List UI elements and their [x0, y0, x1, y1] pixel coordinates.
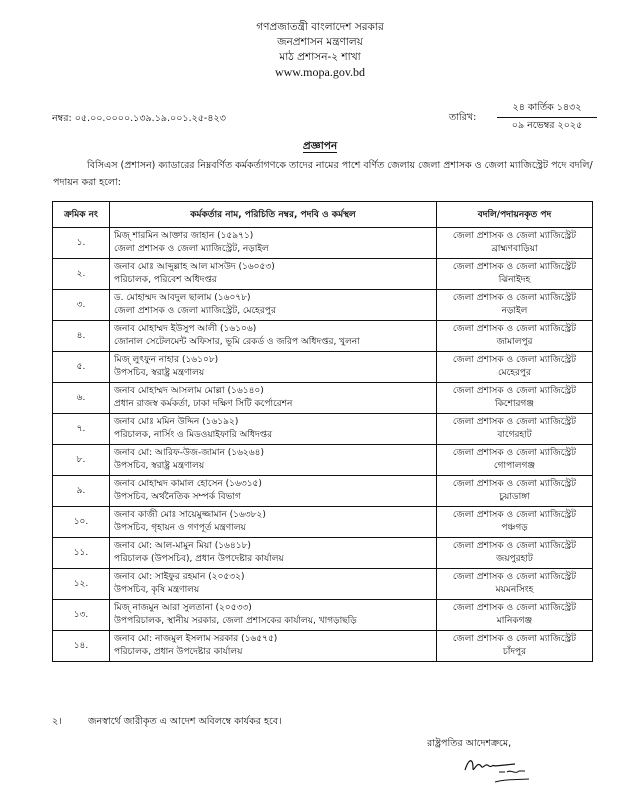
table-header-row — [53, 202, 593, 228]
posting-title: জেলা প্রশাসক ও জেলা ম্যাজিস্ট্রেট — [452, 634, 577, 644]
officer-name: জনাব মোহাম্মদ আসলাম মোল্লা (১৬১৪০) — [114, 386, 264, 396]
officer-name: মিজ্ লুৎফুন নাহার (১৬১০৮) — [114, 355, 219, 365]
transfer-table — [52, 201, 593, 662]
posting-title: জেলা প্রশাসক ও জেলা ম্যাজিস্ট্রেট — [452, 541, 577, 551]
table-row — [53, 569, 593, 600]
officer-name: জনাব মো: আল-মামুন মিয়া (১৬৪১৮) — [114, 541, 251, 551]
posting-title: জেলা প্রশাসক ও জেলা ম্যাজিস্ট্রেট — [452, 448, 577, 458]
posting-cell — [437, 600, 593, 631]
posting-title: জেলা প্রশাসক ও জেলা ম্যাজিস্ট্রেট — [452, 293, 577, 303]
table-row — [53, 507, 593, 538]
posting-cell — [437, 259, 593, 290]
posting-district: ব্রাহ্মণবাড়িয়া — [491, 244, 538, 254]
posting-district: ঝিনাইদহ — [498, 275, 531, 285]
website-link[interactable]: www.mopa.gov.bd — [274, 65, 366, 79]
govt-name: গণপ্রজাতন্ত্রী বাংলাদেশ সরকার — [256, 21, 384, 33]
table-row — [53, 538, 593, 569]
posting-cell — [437, 414, 593, 445]
table-row — [53, 414, 593, 445]
posting-district: কিশোরগঞ্জ — [495, 399, 534, 409]
officer-cell — [110, 228, 437, 259]
header-post: বদলি/পদায়নকৃত পদ — [437, 202, 593, 228]
posting-district: ময়মনসিংহ — [495, 585, 534, 595]
posting-title: জেলা প্রশাসক ও জেলা ম্যাজিস্ট্রেট — [452, 417, 577, 427]
posting-cell — [437, 352, 593, 383]
table-row — [53, 290, 593, 321]
by-order-text: রাষ্ট্রপতির আদেশক্রমে, — [427, 738, 512, 749]
posting-title: জেলা প্রশাসক ও জেলা ম্যাজিস্ট্রেট — [452, 262, 577, 272]
posting-district: চুয়াডাঙ্গা — [499, 492, 530, 502]
table-row — [53, 631, 593, 662]
signature — [455, 752, 545, 785]
officer-designation: উপসচিব, অর্থনৈতিক সম্পর্ক বিভাগ — [114, 492, 241, 502]
header-officer: কর্মকর্তার নাম, পরিচিতি নম্বর, পদবি ও কর্মস্থল — [110, 202, 437, 228]
posting-cell — [437, 538, 593, 569]
table-row — [53, 321, 593, 352]
table-row — [53, 259, 593, 290]
posting-cell — [437, 290, 593, 321]
officer-cell — [110, 538, 437, 569]
officer-cell — [110, 445, 437, 476]
officer-cell — [110, 600, 437, 631]
officer-designation: উপসচিব, স্বরাষ্ট্র মন্ত্রণালয় — [114, 461, 205, 471]
officer-designation: উপপরিচালক, স্থানীয় সরকার, জেলা প্রশাসকের কার্যালয়, খাগড়াছড়ি — [114, 616, 357, 626]
serial-number: ১৪. — [53, 631, 110, 662]
officer-cell — [110, 414, 437, 445]
officer-designation: পরিচালক, প্রধান উপদেষ্টার কার্যালয় — [114, 647, 243, 657]
date-label: তারিখ: — [449, 112, 477, 123]
posting-cell — [437, 383, 593, 414]
officer-name: জনাব মো: আরিফ-উজ-জামান (১৬২৬৪) — [114, 448, 264, 458]
officer-designation: পরিচালক, পরিবেশ অধিদপ্তর — [114, 275, 217, 285]
officer-cell — [110, 383, 437, 414]
officer-name: মিজ্ শারমিন আক্তার জাহান (১৫৯৭১) — [114, 231, 254, 241]
table-row — [53, 383, 593, 414]
posting-district: মেহেরপুর — [497, 368, 531, 378]
letterhead — [0, 20, 640, 80]
table-row — [53, 445, 593, 476]
serial-number: ৫. — [53, 352, 110, 383]
posting-district: জয়পুরহাট — [496, 554, 533, 564]
officer-cell — [110, 569, 437, 600]
table-row — [53, 228, 593, 259]
officer-cell — [110, 631, 437, 662]
officer-name: জনাব মোঃ আব্দুল্লাহ আল মাসউদ (১৬০৫৩) — [114, 262, 275, 272]
table-row — [53, 600, 593, 631]
officer-name: মিজ্ নাজমুন আরা সুলতানা (২০৫৩৩) — [114, 603, 252, 613]
officer-name: জনাব মো: নাজমুল ইসলাম সরকার (১৬৫৭৫) — [114, 634, 278, 644]
posting-cell — [437, 507, 593, 538]
posting-cell — [437, 445, 593, 476]
posting-title: জেলা প্রশাসক ও জেলা ম্যাজিস্ট্রেট — [452, 231, 577, 241]
posting-district: মানিকগঞ্জ — [496, 616, 533, 626]
posting-title: জেলা প্রশাসক ও জেলা ম্যাজিস্ট্রেট — [452, 479, 577, 489]
serial-number: ৬. — [53, 383, 110, 414]
officer-designation: উপসচিব, স্বরাষ্ট্র মন্ত্রণালয় — [114, 368, 205, 378]
memo-number: নম্বর: ০৫.০০.০০০০.১৩৯.১৯.০০১.২৫-৪২৩ — [52, 113, 226, 124]
posting-district: চাঁদপুর — [502, 647, 527, 657]
ministry-name: জনপ্রশাসন মন্ত্রণালয় — [277, 36, 363, 48]
posting-cell — [437, 228, 593, 259]
header-serial: ক্রমিক নং — [53, 202, 110, 228]
officer-designation: জেলা প্রশাসক ও জেলা ম্যাজিস্ট্রেট, নড়াইল — [114, 244, 269, 254]
officer-name: ড. মোহাম্মদ আবদুল ছালাম (১৬০৭৮) — [114, 293, 251, 303]
officer-name: জনাব মো: সাইফুর রহমান (২০৫৩২) — [114, 572, 245, 582]
officer-designation: উপসচিব, গৃহায়ন ও গণপূর্ত মন্ত্রণালয় — [114, 523, 246, 533]
posting-district: নড়াইল — [501, 306, 528, 316]
officer-name: জনাব মোহাম্মদ কামাল হোসেন (১৬৩১৫) — [114, 479, 262, 489]
officer-cell — [110, 476, 437, 507]
posting-cell — [437, 569, 593, 600]
officer-name: জনাব মোহাম্মদ ইউসুপ আলী (১৬১০৬) — [114, 324, 257, 334]
posting-district: পঞ্চগড় — [501, 523, 528, 533]
posting-title: জেলা প্রশাসক ও জেলা ম্যাজিস্ট্রেট — [452, 386, 577, 396]
officer-cell — [110, 507, 437, 538]
officer-cell — [110, 352, 437, 383]
doc-title: প্রজ্ঞাপন — [302, 140, 338, 152]
serial-number: ৯. — [53, 476, 110, 507]
officer-cell — [110, 259, 437, 290]
posting-district: বাগেরহাট — [497, 430, 532, 440]
posting-title: জেলা প্রশাসক ও জেলা ম্যাজিস্ট্রেট — [452, 572, 577, 582]
table-row — [53, 352, 593, 383]
date-bangla: ২৪ কার্তিক ১৪৩২ — [497, 101, 597, 118]
officer-designation: পরিচালক (উপসচিব), প্রধান উপদেষ্টার কার্যালয় — [114, 554, 284, 564]
serial-number: ৩. — [53, 290, 110, 321]
officer-name: জনাব কাজী মোঃ সায়েমুজ্জামান (১৬৩৮২) — [114, 510, 266, 520]
date-english: ০৯ নভেম্বর ২০২৫ — [511, 120, 583, 131]
point-2-number: ২। — [52, 716, 62, 727]
serial-number: ২. — [53, 259, 110, 290]
point-2-text: জনস্বার্থে জারীকৃত এ আদেশ অবিলম্বে কার্যকর হবে। — [88, 716, 282, 727]
officer-designation: জেলা প্রশাসক ও জেলা ম্যাজিস্ট্রেট, মেহেরপুর — [114, 306, 276, 316]
serial-number: ৮. — [53, 445, 110, 476]
serial-number: ৪. — [53, 321, 110, 352]
point-2 — [52, 715, 281, 730]
posting-cell — [437, 321, 593, 352]
officer-designation: উপসচিব, কৃষি মন্ত্রণালয় — [114, 585, 200, 595]
intro-paragraph: বিসিএস (প্রশাসন) ক্যাডারের নিম্নবর্ণিত কর্মকর্তাগণকে তাদের নামের পাশে বর্ণিত জেলায় জেলা প্রশাসক ও জেলা ম্যাজিস্ট্রেট পদে বদলি/ পদায়ন করা হলো: — [53, 160, 593, 188]
serial-number: ১১. — [53, 538, 110, 569]
serial-number: ১. — [53, 228, 110, 259]
serial-number: ১২. — [53, 569, 110, 600]
posting-district: জামালপুর — [496, 337, 533, 347]
posting-cell — [437, 476, 593, 507]
section-name: মাঠ প্রশাসন-২ শাখা — [279, 51, 361, 63]
serial-number: ৭. — [53, 414, 110, 445]
posting-title: জেলা প্রশাসক ও জেলা ম্যাজিস্ট্রেট — [452, 603, 577, 613]
officer-name: জনাব মোঃ মমিন উদ্দিন (১৬১৯২) — [114, 417, 239, 427]
officer-designation: পরিচালক, নার্সিং ও মিডওয়াইফারি অধিদপ্তর — [114, 430, 273, 440]
serial-number: ১০. — [53, 507, 110, 538]
posting-title: জেলা প্রশাসক ও জেলা ম্যাজিস্ট্রেট — [452, 324, 577, 334]
table-row — [53, 476, 593, 507]
officer-cell — [110, 321, 437, 352]
posting-cell — [437, 631, 593, 662]
posting-title: জেলা প্রশাসক ও জেলা ম্যাজিস্ট্রেট — [452, 510, 577, 520]
posting-title: জেলা প্রশাসক ও জেলা ম্যাজিস্ট্রেট — [452, 355, 577, 365]
posting-district: গোপালগঞ্জ — [493, 461, 536, 471]
officer-designation: জোনাল সেটেলমেন্ট অফিসার, ভূমি রেকর্ড ও জরিপ অধিদপ্তর, খুলনা — [114, 337, 360, 347]
officer-cell — [110, 290, 437, 321]
officer-designation: প্রধান রাজস্ব কর্মকর্তা, ঢাকা দক্ষিণ সিটি কর্পোরেশন — [114, 399, 293, 409]
serial-number: ১৩. — [53, 600, 110, 631]
